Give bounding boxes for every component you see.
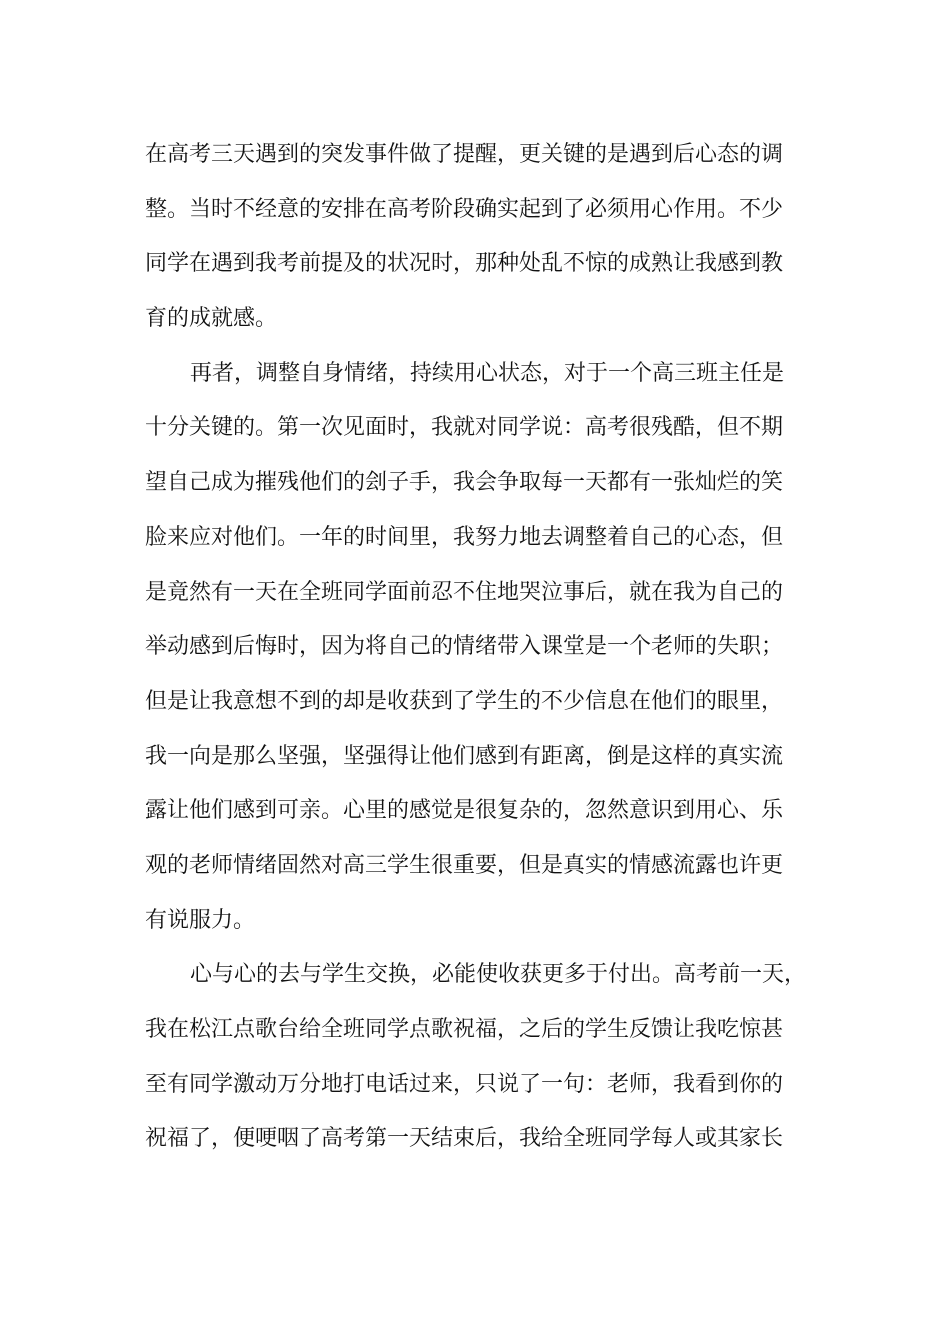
text-line: 是竟然有一天在全班同学面前忍不住地哭泣事后，就在我为自己的 [145,579,784,605]
text-line: 有说服力。 [145,907,256,933]
text-line: 育的成就感。 [145,306,278,332]
text-line: 至有同学激动万分地打电话过来，只说了一句：老师，我看到你的 [145,1071,784,1097]
text-line: 我在松江点歌台给全班同学点歌祝福，之后的学生反馈让我吃惊甚 [145,1017,784,1042]
paragraph-start-line: 心与心的去与学生交换，必能使收获更多于付出。高考前一天， [190,962,807,988]
body-text [145,128,825,1167]
paragraph-start-line: 再者，调整自身情绪，持续用心状态，对于一个高三班主任是 [190,360,785,386]
text-line: 脸来应对他们。一年的时间里，我努力地去调整着自己的心态，但 [145,524,784,550]
text-line: 在高考三天遇到的突发事件做了提醒，更关键的是遇到后心态的调 [145,142,784,167]
text-line: 我一向是那么坚强，坚强得让他们感到有距离，倒是这样的真实流 [145,743,784,769]
text-line: 但是让我意想不到的却是收获到了学生的不少信息在他们的眼里， [145,688,784,714]
text-line: 举动感到后悔时，因为将自己的情绪带入课堂是一个老师的失职； [145,634,784,660]
text-line: 祝福了，便哽咽了高考第一天结束后，我给全班同学每人或其家长 [145,1126,784,1152]
text-line: 同学在遇到我考前提及的状况时，那种处乱不惊的成熟让我感到教 [145,251,784,277]
text-line: 露让他们感到可亲。心里的感觉是很复杂的，忽然意识到用心、乐 [145,798,784,824]
text-line: 观的老师情绪固然对高三学生很重要，但是真实的情感流露也许更 [145,852,784,878]
text-line: 望自己成为摧残他们的刽子手，我会争取每一天都有一张灿烂的笑 [145,470,784,496]
text-line: 整。当时不经意的安排在高考阶段确实起到了必须用心作用。不少 [145,196,784,222]
text-line: 十分关键的。第一次见面时，我就对同学说：高考很残酷，但不期 [145,415,784,441]
